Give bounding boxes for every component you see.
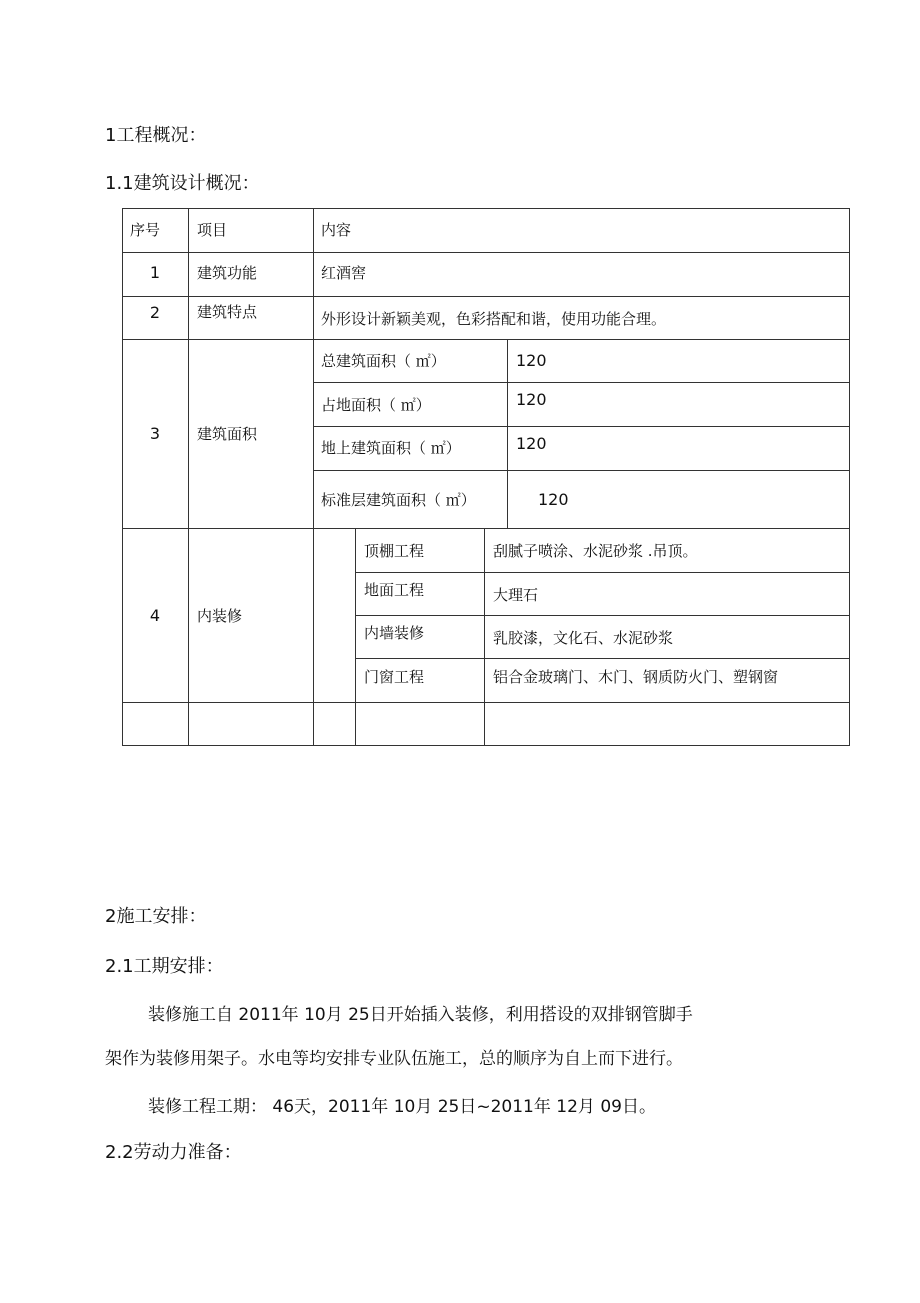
- table-line: [313, 382, 850, 383]
- row-3-sub-4-label: 标准层建筑面积（ ㎡）: [321, 491, 476, 509]
- row-3-no: 3: [149, 424, 161, 443]
- row-4-item: 内装修: [197, 607, 243, 625]
- row-3-sub-1-value: 120: [516, 351, 547, 370]
- row-2-content: 外形设计新颖美观，色彩搭配和谐，使用功能合理。: [321, 310, 667, 328]
- row-3-sub-4-value: 120: [538, 490, 569, 509]
- table-line: [355, 528, 356, 746]
- row-4-sub-1-label: 顶棚工程: [364, 542, 425, 560]
- table-line: [355, 615, 850, 616]
- row-4-sub-3-label: 内墙装修: [364, 624, 425, 642]
- section-2-1-heading: 2.1工期安排：: [105, 956, 224, 977]
- section-1-heading: 1工程概况：: [105, 125, 207, 146]
- table-line: [355, 658, 850, 659]
- table-line: [122, 252, 850, 253]
- table-line: [122, 208, 850, 209]
- table-line: [507, 339, 508, 528]
- table-line: [313, 470, 850, 471]
- table-line: [122, 745, 850, 746]
- row-4-sub-3-value: 乳胶漆，文化石、水泥砂浆: [493, 629, 674, 647]
- table-line: [122, 528, 850, 529]
- row-3-sub-2-label: 占地面积（ ㎡）: [321, 396, 431, 414]
- header-no: 序号: [130, 221, 161, 239]
- row-2-no: 2: [149, 303, 161, 322]
- duration-paragraph: 装修工程工期： 46天，2011年 10月 25日~2011年 12月 09日。: [148, 1097, 656, 1117]
- row-3-sub-2-value: 120: [516, 390, 547, 409]
- schedule-paragraph-line-1: 装修施工自 2011年 10月 25日开始插入装修，利用搭设的双排钢管脚手: [148, 1005, 693, 1025]
- table-line: [313, 426, 850, 427]
- section-2-heading: 2施工安排：: [105, 906, 207, 927]
- row-4-sub-2-label: 地面工程: [364, 581, 425, 599]
- header-item: 项目: [197, 221, 228, 239]
- section-1-1-heading: 1.1建筑设计概况：: [105, 173, 260, 194]
- table-line: [122, 208, 123, 746]
- table-line: [122, 339, 850, 340]
- table-line: [355, 572, 850, 573]
- row-3-sub-3-value: 120: [516, 434, 547, 453]
- table-line: [484, 528, 485, 746]
- row-4-sub-4-value: 铝合金玻璃门、木门、钢质防火门、塑钢窗: [493, 668, 779, 686]
- table-line: [188, 208, 189, 746]
- row-4-sub-4-label: 门窗工程: [364, 668, 425, 686]
- table-line: [122, 296, 850, 297]
- row-2-item: 建筑特点: [197, 303, 258, 321]
- table-line: [313, 208, 314, 746]
- row-3-item: 建筑面积: [197, 425, 258, 443]
- header-content: 内容: [321, 221, 352, 239]
- row-4-sub-1-value: 刮腻子喷涂、水泥砂浆 .吊顶。: [493, 542, 698, 560]
- row-4-no: 4: [149, 606, 161, 625]
- row-3-sub-3-label: 地上建筑面积（ ㎡）: [321, 439, 461, 457]
- row-1-content: 红酒窖: [321, 264, 367, 282]
- schedule-paragraph-line-2: 架作为装修用架子。水电等均安排专业队伍施工，总的顺序为自上而下进行。: [105, 1049, 683, 1069]
- table-line: [122, 702, 850, 703]
- row-1-item: 建筑功能: [197, 264, 258, 282]
- row-4-sub-2-value: 大理石: [493, 586, 539, 604]
- row-3-sub-1-label: 总建筑面积（ ㎡）: [321, 352, 446, 370]
- section-2-2-heading: 2.2劳动力准备：: [105, 1142, 242, 1163]
- table-line: [849, 208, 850, 746]
- row-1-no: 1: [149, 263, 161, 282]
